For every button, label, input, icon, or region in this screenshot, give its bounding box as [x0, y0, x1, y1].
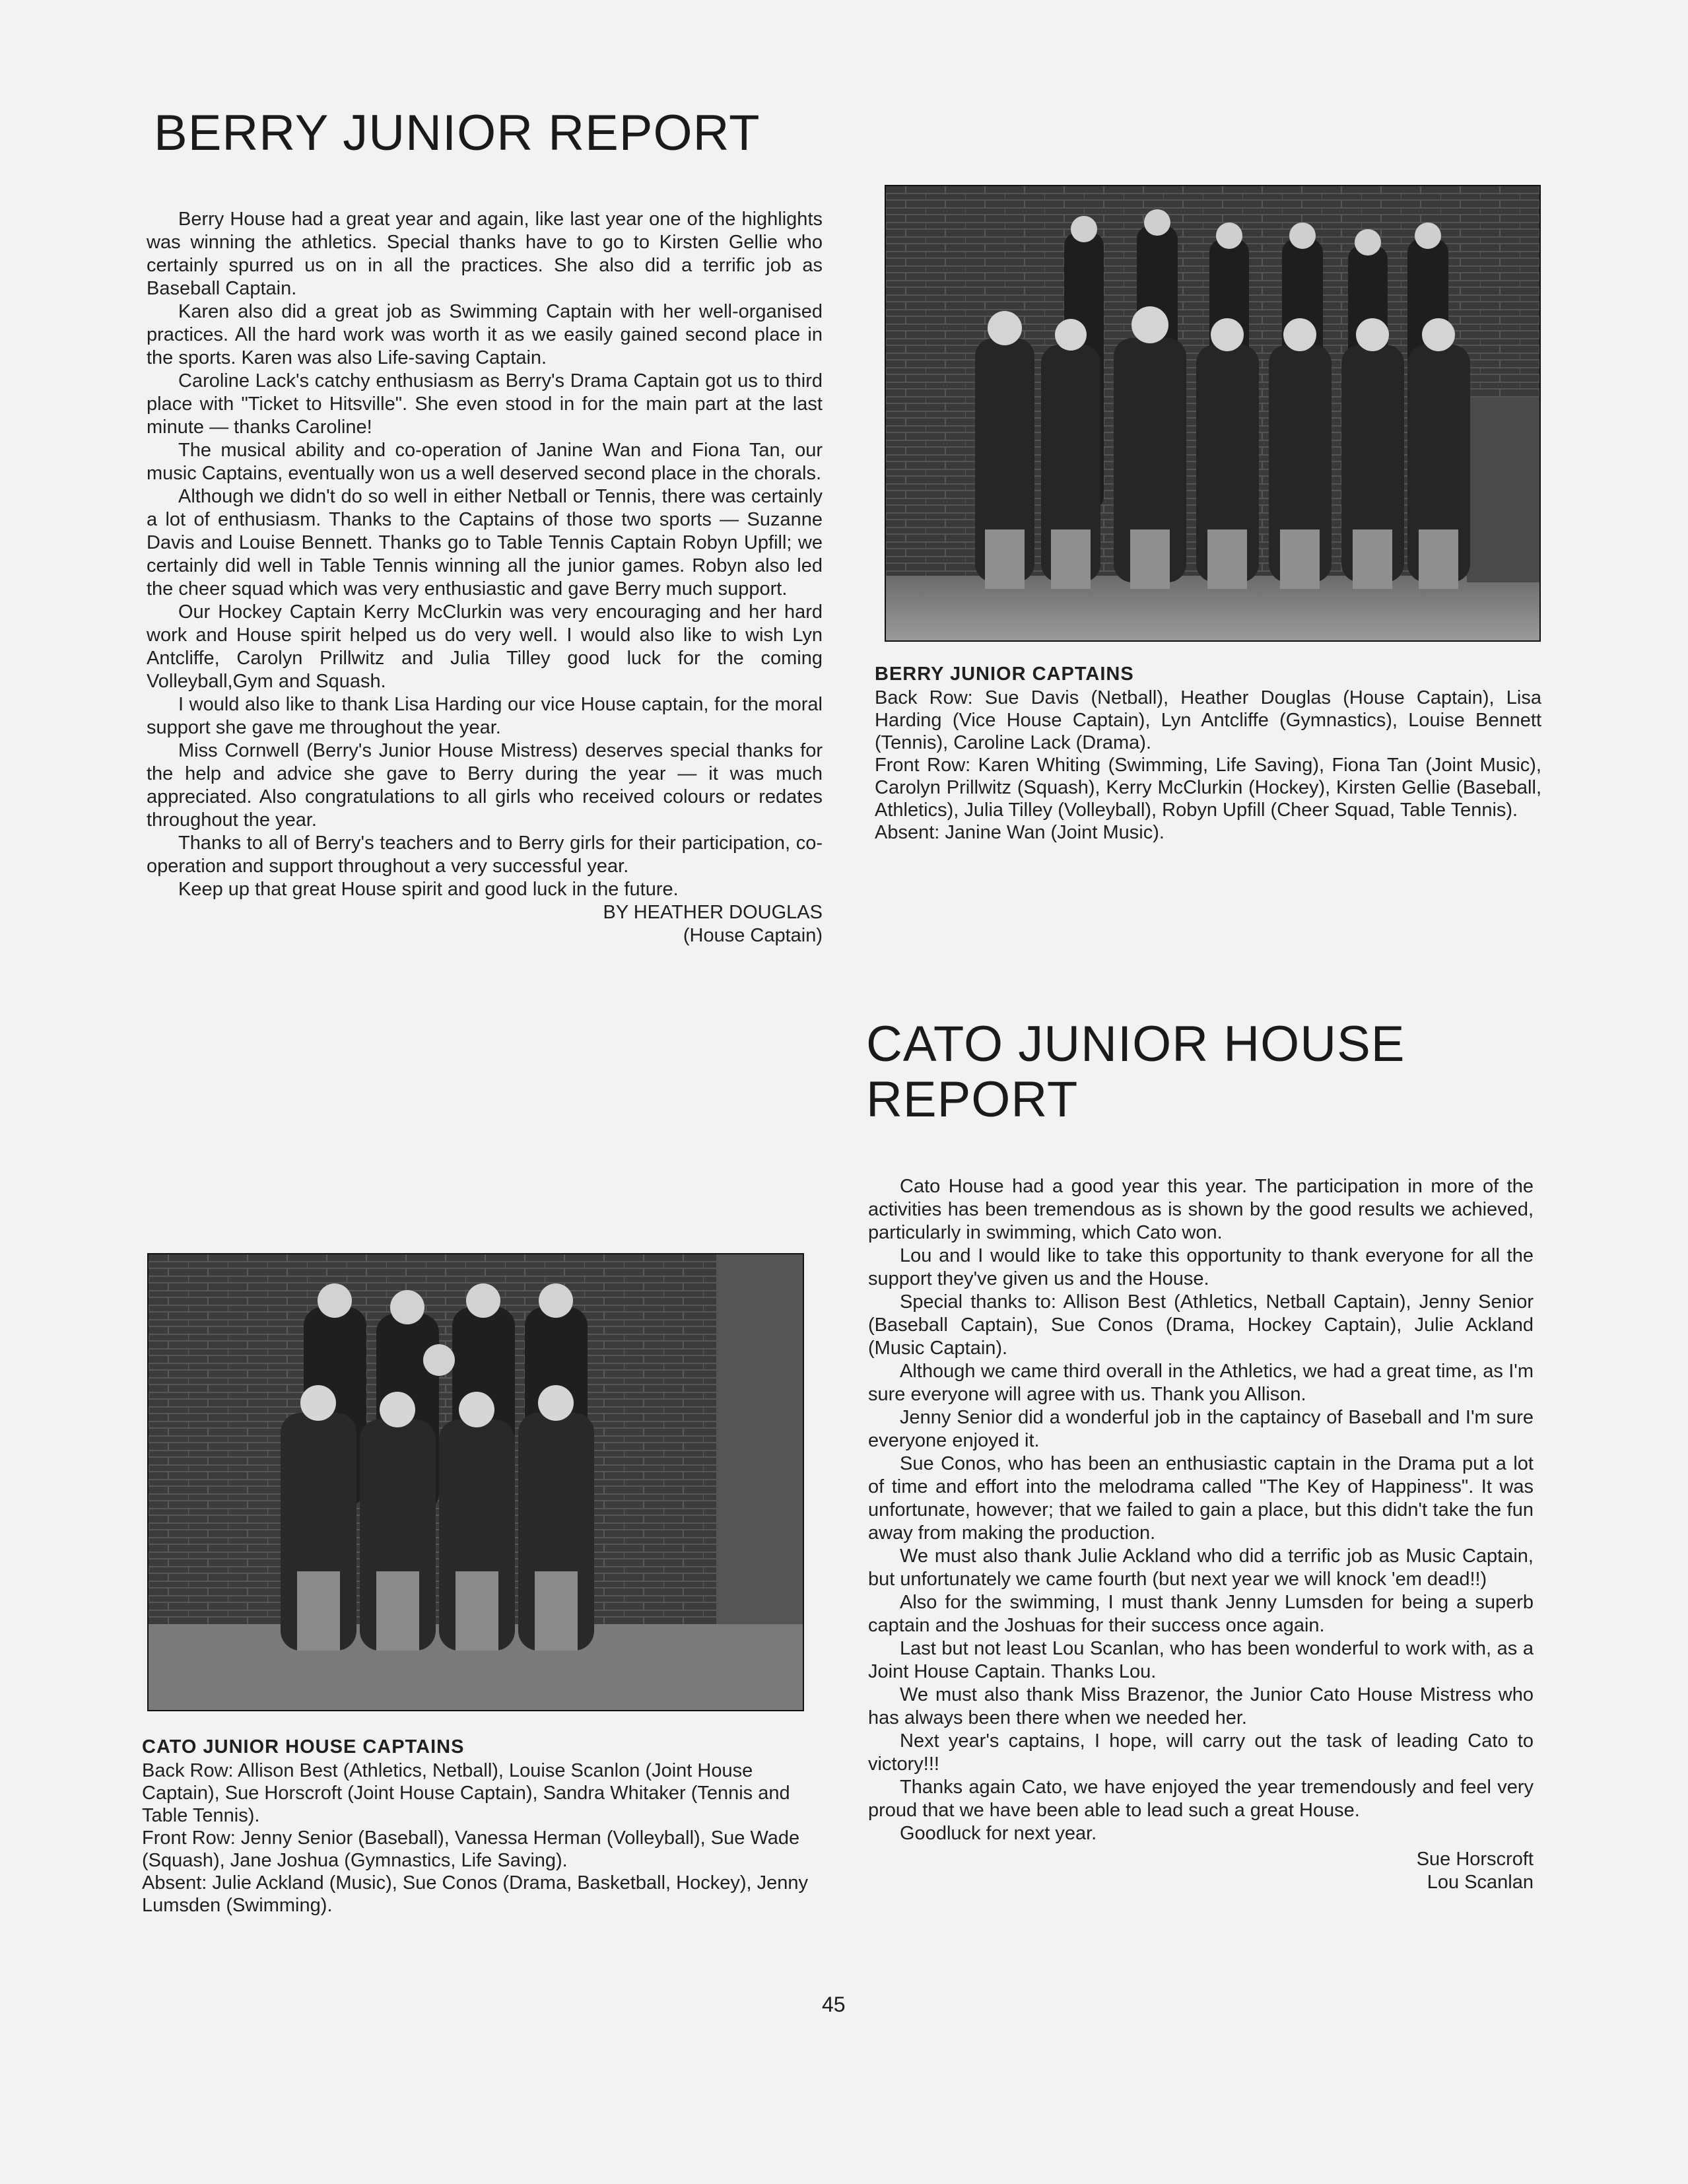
berry-paragraph: Thanks to all of Berry's teachers and to Berry girls for their participation, co-operation and support throughout a very successful year. [147, 833, 823, 877]
berry-caption-front-row: Front Row: Karen Whiting (Swimming, Life Saving), Fiona Tan (Joint Music), Carolyn Prillwitz (Squash), Kerry McClurkin (Hockey), Kirsten Gellie (Baseball, Athletics), Julia Tilley (Volleyball), Robyn Upfill (Cheer Squad, Table Tennis). [875, 755, 1541, 821]
cato-signature-2: Lou Scanlan [1427, 1872, 1534, 1893]
berry-report-title: BERRY JUNIOR REPORT [154, 105, 760, 161]
berry-paragraph: The musical ability and co-operation of Janine Wan and Fiona Tan, our music Captains, eventually won us a well deserved second place in the chorals. [147, 440, 823, 484]
cato-captains-photo [147, 1253, 804, 1711]
berry-report-body [147, 208, 823, 947]
berry-paragraph: Keep up that great House spirit and good luck in the future. [178, 879, 679, 900]
cato-paragraph: Thanks again Cato, we have enjoyed the year tremendously and feel very proud that we have been able to lead such a great House. [868, 1777, 1534, 1821]
berry-photo-caption [875, 663, 1541, 844]
berry-signature-role: (House Captain) [683, 925, 823, 946]
berry-photo-image [886, 186, 1539, 640]
cato-caption-title: CATO JUNIOR HOUSE CAPTAINS [142, 1736, 465, 1757]
berry-paragraph: Karen also did a great job as Swimming Captain with her well-organised practices. All the hard work was worth it as we easily gained second place in the sports. Karen was also Life-saving Captain. [147, 301, 823, 368]
berry-paragraph: Miss Cornwell (Berry's Junior House Mistress) deserves special thanks for the help and advice she gave to Berry during the year — it was much appreciated. Also congratulations to all girls who received colours or redates throughout the year. [147, 740, 823, 831]
page-number: 45 [822, 1993, 846, 2016]
cato-photo-image [149, 1254, 803, 1710]
cato-paragraph: Next year's captains, I hope, will carry out the task of leading Cato to victory!!! [868, 1730, 1534, 1775]
cato-paragraph: Special thanks to: Allison Best (Athletics, Netball Captain), Jenny Senior (Baseball Captain), Sue Conos (Drama, Hockey Captain), Julie Ackland (Music Captain). [868, 1291, 1534, 1359]
cato-report-body [868, 1175, 1534, 1894]
berry-caption-absent: Absent: Janine Wan (Joint Music). [875, 822, 1165, 843]
cato-paragraph: Jenny Senior did a wonderful job in the captaincy of Baseball and I'm sure everyone enjoyed it. [868, 1407, 1534, 1451]
cato-paragraph: We must also thank Miss Brazenor, the Junior Cato House Mistress who has always been there when we needed her. [868, 1684, 1534, 1728]
cato-paragraph: Lou and I would like to take this opportunity to thank everyone for all the support they've given us and the House. [868, 1245, 1534, 1289]
berry-paragraph: I would also like to thank Lisa Harding our vice House captain, for the moral support she gave me throughout the year. [147, 694, 823, 738]
cato-paragraph: We must also thank Julie Ackland who did a terrific job as Music Captain, but unfortunately we came fourth (but next year we will knock 'em dead!!) [868, 1546, 1534, 1590]
cato-caption-front-row: Front Row: Jenny Senior (Baseball), Vanessa Herman (Volleyball), Sue Wade (Squash), Jane Joshua (Gymnastics, Life Saving). [142, 1827, 800, 1871]
cato-caption-absent: Absent: Julie Ackland (Music), Sue Conos (Drama, Basketball, Hockey), Jenny Lumsden (Swimming). [142, 1872, 808, 1916]
cato-photo-caption [142, 1736, 809, 1917]
berry-paragraph: Our Hockey Captain Kerry McClurkin was very encouraging and her hard work and House spirit helped us do very well. I would also like to wish Lyn Antcliffe, Carolyn Prillwitz and Julia Tilley good luck for the coming Volleyball,Gym and Squash. [147, 601, 823, 692]
berry-captains-photo [885, 185, 1541, 642]
berry-paragraph: Caroline Lack's catchy enthusiasm as Berry's Drama Captain got us to third place with "Ticket to Hitsville". She even stood in for the main part at the last minute — thanks Caroline! [147, 370, 823, 438]
cato-paragraph: Sue Conos, who has been an enthusiastic captain in the Drama put a lot of time and effort into the melodrama called "The Key of Happiness". It was unfortunate, however; that we failed to gain a place, but this didn't take the fun away from making the production. [868, 1453, 1534, 1544]
cato-signature-1: Sue Horscroft [1416, 1849, 1534, 1870]
cato-paragraph: Although we came third overall in the Athletics, we had a great time, as I'm sure everyone will agree with us. Thank you Allison. [868, 1361, 1534, 1405]
cato-paragraph: Also for the swimming, I must thank Jenny Lumsden for being a superb captain and the Joshuas for their success once again. [868, 1592, 1534, 1636]
berry-signature-name: BY HEATHER DOUGLAS [603, 902, 823, 923]
berry-paragraph: Berry House had a great year and again, like last year one of the highlights was winning the athletics. Special thanks have to go to Kirsten Gellie who certainly spurred us on in all the practices. She also did a terrific job as Baseball Captain. [147, 209, 823, 299]
berry-paragraph: Although we didn't do so well in either Netball or Tennis, there was certainly a lot of enthusiasm. Thanks to the Captains of those two sports — Suzanne Davis and Louise Bennett. Thanks go to Table Tennis Captain Robyn Upfill; we certainly did well in Table Tennis winning all the junior games. Robyn also led the cheer squad which was very enthusiastic and gave Berry much support. [147, 486, 823, 599]
cato-caption-back-row: Back Row: Allison Best (Athletics, Netball), Louise Scanlon (Joint House Captain), Sue Horscroft (Joint House Captain), Sandra Whitaker (Tennis and Table Tennis). [142, 1760, 790, 1826]
berry-caption-back-row: Back Row: Sue Davis (Netball), Heather Douglas (House Captain), Lisa Harding (Vice House Captain), Lyn Antcliffe (Gymnastics), Louise Bennett (Tennis), Caroline Lack (Drama). [875, 687, 1541, 753]
cato-paragraph: Last but not least Lou Scanlan, who has been wonderful to work with, as a Joint House Captain. Thanks Lou. [868, 1638, 1534, 1682]
cato-paragraph: Goodluck for next year. [900, 1823, 1097, 1844]
cato-report-title: CATO JUNIOR HOUSE REPORT [866, 1016, 1405, 1128]
berry-caption-title: BERRY JUNIOR CAPTAINS [875, 664, 1134, 685]
cato-paragraph: Cato House had a good year this year. The participation in more of the activities has been tremendous as is shown by the good results we achieved, particularly in swimming, which Cato won. [868, 1176, 1534, 1243]
